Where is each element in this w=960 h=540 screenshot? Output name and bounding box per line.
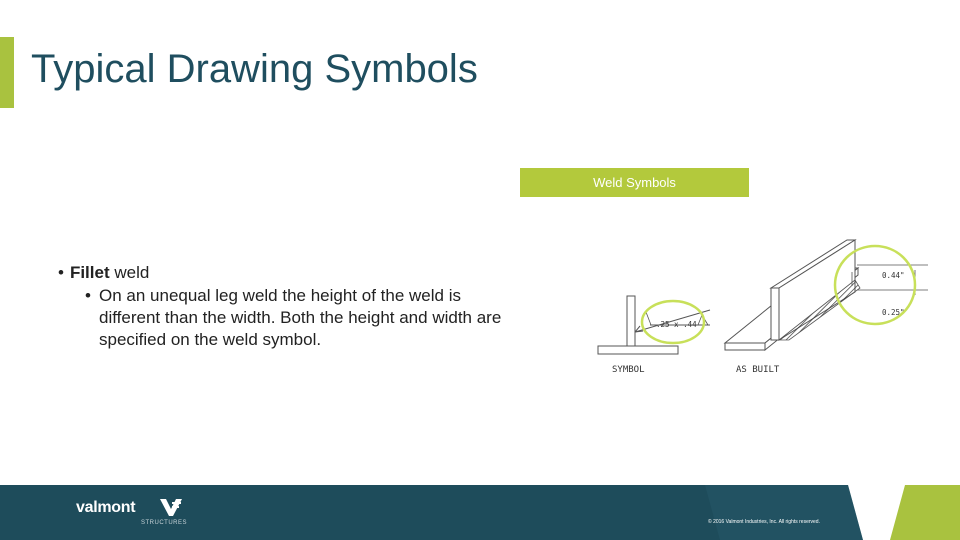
symbol-callout-text: .25 x .44 — [656, 320, 697, 329]
figure-caption: Weld Symbols — [593, 175, 676, 190]
bullet-dot-icon: • — [58, 263, 64, 282]
weld-symbol-figure — [590, 230, 940, 385]
copyright-notice: © 2016 Valmont Industries, Inc. All rights reserved. — [708, 519, 820, 525]
company-logo: valmont — [76, 499, 136, 516]
bullet-item — [58, 262, 518, 284]
slide-title: Typical Drawing Symbols — [31, 47, 478, 91]
title-accent-bar — [0, 37, 14, 108]
as-built-height-dim: 0.44" — [882, 271, 905, 280]
footer-band — [0, 485, 960, 540]
sub-bullet-item — [58, 285, 518, 351]
weld-symbol-drawing — [598, 296, 710, 354]
bullet-list — [58, 262, 518, 351]
company-logo-subtitle: STRUCTURES — [141, 520, 188, 526]
bullet-text: weld — [109, 263, 150, 282]
valmont-v-logo-icon — [160, 499, 182, 517]
sub-bullet-text: On an unequal leg weld the height of the weld is different than the width. Both the height and width are specified on the weld symbol. — [99, 286, 502, 349]
as-built-drawing — [725, 240, 928, 350]
sub-bullet-dot-icon: • — [85, 286, 91, 305]
bullet-bold-term: Fillet — [69, 263, 110, 282]
symbol-label: SYMBOL — [612, 365, 645, 375]
as-built-label: AS BUILT — [736, 365, 780, 375]
footer-shapes — [0, 485, 960, 540]
as-built-width-dim: 0.25" — [882, 308, 905, 317]
figure-caption-bar — [520, 168, 749, 197]
weld-figure-svg — [590, 230, 940, 380]
